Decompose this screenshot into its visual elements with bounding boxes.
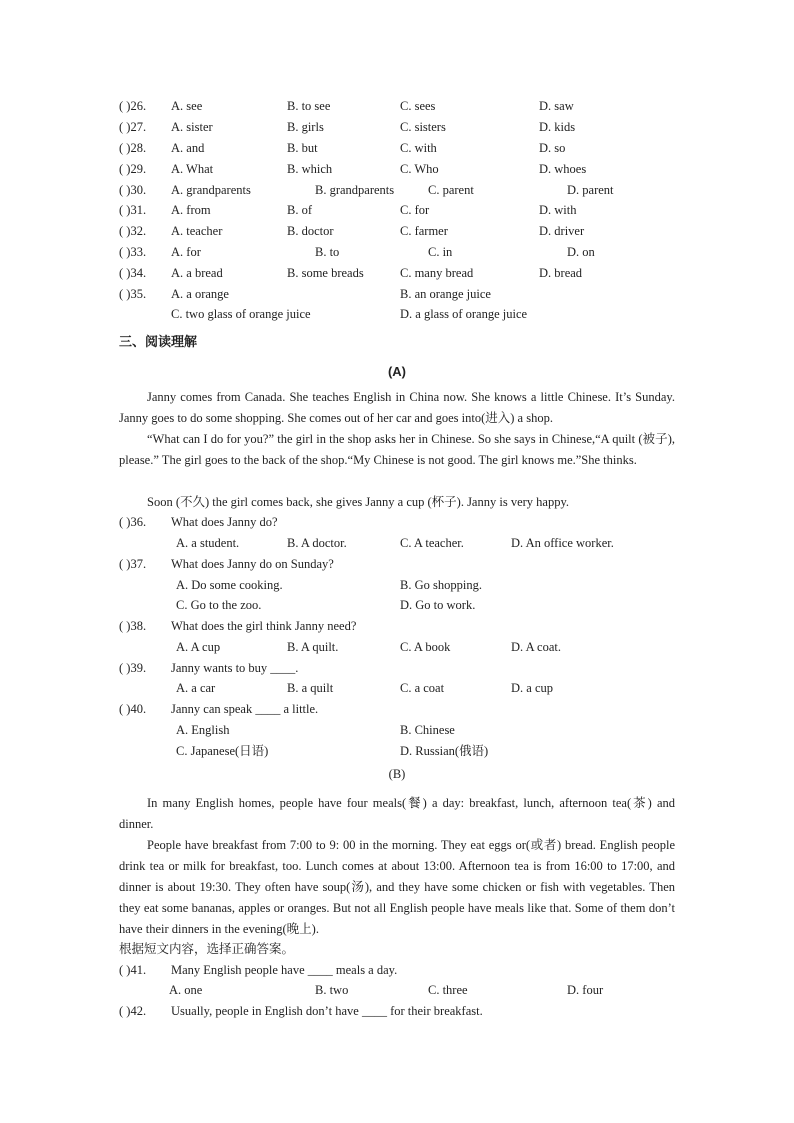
question-row <box>0 699 794 719</box>
cloze-row <box>0 96 794 116</box>
option-d: D. Russian(俄语) <box>400 744 489 758</box>
question-row <box>0 960 794 980</box>
question-text: Janny wants to buy ____. <box>171 661 299 675</box>
question-number: ( )31. <box>119 203 147 217</box>
option-c: C. sisters <box>400 120 446 134</box>
option-c: C. Japanese(日语) <box>176 744 269 758</box>
question-text: Usually, people in English don’t have ____ for their breakfast. <box>171 1004 483 1018</box>
option-a: A. one <box>169 983 203 997</box>
option-a: A. a orange <box>171 287 229 301</box>
question-number: ( )27. <box>119 120 147 134</box>
option-a: A. from <box>171 203 211 217</box>
question-text: What does the girl think Janny need? <box>171 619 357 633</box>
cloze-row <box>0 117 794 137</box>
option-d: D. A coat. <box>511 640 561 654</box>
option-d: D. with <box>539 203 577 217</box>
cloze-row-continued <box>0 304 794 324</box>
option-b: B. grandparents <box>315 183 395 197</box>
option-c: C. Go to the zoo. <box>176 598 262 612</box>
option-b: B. to see <box>287 99 331 113</box>
option-b: B. some breads <box>287 266 364 280</box>
option-b: B. doctor <box>287 224 334 238</box>
question-number: ( )32. <box>119 224 147 238</box>
option-a: A. teacher <box>171 224 223 238</box>
option-d: D. a glass of orange juice <box>400 307 528 321</box>
option-b: B. A quilt. <box>287 640 339 654</box>
question-row <box>0 512 794 532</box>
instruction <box>0 939 794 959</box>
option-a: A. Do some cooking. <box>176 578 283 592</box>
question-number: ( )42. <box>119 1004 147 1018</box>
option-d: D. on <box>567 245 595 259</box>
question-text: What does Janny do on Sunday? <box>171 557 334 571</box>
cloze-row <box>0 138 794 158</box>
option-d: D. four <box>567 983 604 997</box>
option-c: C. two glass of orange juice <box>171 307 311 321</box>
options-row <box>0 678 794 698</box>
option-c: C. A teacher. <box>400 536 464 550</box>
option-b: B. a quilt <box>287 681 334 695</box>
option-d: D. bread <box>539 266 583 280</box>
section-title: 三、阅读理解 <box>119 335 198 350</box>
option-d: D. driver <box>539 224 585 238</box>
cloze-row <box>0 284 794 304</box>
passage-b-paragraph: People have breakfast from 7:00 to 9: 00 in the morning. They eat eggs or(或者) bread. English people drink tea or milk for breakfast, too. Lunch comes at about 13:00. Afternoon tea is from 16:00 to 17:00, and dinner is about 19:30. They often have soup(汤), and they have some chicken or fish with vegetables. Then they eat some bananas, apples or oranges. But not all English people have meals like that. Some of them don’t have their dinners in the evening(晚上). <box>119 838 675 936</box>
options-row <box>0 637 794 657</box>
question-number: ( )38. <box>119 619 147 633</box>
cloze-row <box>0 200 794 220</box>
option-d: D. saw <box>539 99 574 113</box>
option-b: B. which <box>287 162 333 176</box>
question-row <box>0 1001 794 1021</box>
passage-a-paragraph: Janny comes from Canada. She teaches English in China now. She knows a little Chinese. It’s Sunday. Janny goes to do some shopping. She comes out of her car and goes into(进入) a shop. <box>119 390 675 425</box>
option-a: A. English <box>176 723 230 737</box>
option-a: A. and <box>171 141 205 155</box>
option-a: A. a student. <box>176 536 240 550</box>
question-number: ( )26. <box>119 99 147 113</box>
option-c: C. for <box>400 203 430 217</box>
option-a: A. for <box>171 245 201 259</box>
option-a: A. A cup <box>176 640 221 654</box>
option-d: D. Go to work. <box>400 598 476 612</box>
question-number: ( )37. <box>119 557 147 571</box>
option-a: A. sister <box>171 120 213 134</box>
option-c: C. in <box>428 245 453 259</box>
option-d: D. so <box>539 141 566 155</box>
options-row <box>0 595 794 615</box>
option-c: C. sees <box>400 99 436 113</box>
option-b: B. but <box>287 141 318 155</box>
question-row <box>0 616 794 636</box>
option-d: D. a cup <box>511 681 553 695</box>
passage-b-paragraph: In many English homes, people have four meals(餐) a day: breakfast, lunch, afternoon tea(茶) and dinner. <box>119 796 675 831</box>
options-row <box>0 980 794 1000</box>
question-text: Janny can speak ____ a little. <box>171 702 319 716</box>
option-b: B. of <box>287 203 312 217</box>
passage-a-title: (A) <box>387 364 407 379</box>
question-number: ( )30. <box>119 183 147 197</box>
question-text: What does Janny do? <box>171 515 278 529</box>
options-row <box>0 741 794 761</box>
cloze-row <box>0 180 794 200</box>
option-b: B. to <box>315 245 340 259</box>
passage-a-paragraph: Soon (不久) the girl comes back, she gives Janny a cup (杯子). Janny is very happy. <box>147 495 570 509</box>
question-row <box>0 554 794 574</box>
option-c: C. a coat <box>400 681 445 695</box>
question-number: ( )29. <box>119 162 147 176</box>
question-number: ( )40. <box>119 702 147 716</box>
option-c: C. A book <box>400 640 451 654</box>
question-number: ( )39. <box>119 661 147 675</box>
question-number: ( )33. <box>119 245 147 259</box>
question-number: ( )35. <box>119 287 147 301</box>
question-text: Many English people have ____ meals a day. <box>171 963 398 977</box>
option-d: D. whoes <box>539 162 587 176</box>
option-c: C. Who <box>400 162 439 176</box>
options-row <box>0 533 794 553</box>
cloze-row <box>0 263 794 283</box>
option-b: B. Go shopping. <box>400 578 482 592</box>
option-c: C. parent <box>428 183 474 197</box>
question-number: ( )36. <box>119 515 147 529</box>
option-d: D. An office worker. <box>511 536 614 550</box>
options-row <box>0 575 794 595</box>
cloze-row <box>0 242 794 262</box>
question-number: ( )34. <box>119 266 147 280</box>
option-d: D. kids <box>539 120 576 134</box>
cloze-row <box>0 221 794 241</box>
option-b: B. A doctor. <box>287 536 347 550</box>
option-c: C. farmer <box>400 224 448 238</box>
question-row <box>0 658 794 678</box>
option-c: C. many bread <box>400 266 474 280</box>
option-d: D. parent <box>567 183 614 197</box>
option-c: C. with <box>400 141 437 155</box>
instruction-text: 根据短文内容，选择正确答案。 <box>119 941 295 956</box>
option-c: C. three <box>428 983 468 997</box>
option-b: B. an orange juice <box>400 287 491 301</box>
option-b: B. Chinese <box>400 723 455 737</box>
question-number: ( )41. <box>119 963 147 977</box>
passage-a-paragraph: “What can I do for you?” the girl in the shop asks her in Chinese. So she says in Chinese,“A quilt (被子), please.” The girl goes to the back of the shop.“My Chinese is not good. The girl knows me.”She thinks. <box>119 432 675 467</box>
options-row <box>0 720 794 740</box>
option-a: A. a car <box>176 681 216 695</box>
question-number: ( )28. <box>119 141 147 155</box>
option-a: A. What <box>171 162 214 176</box>
option-a: A. see <box>171 99 203 113</box>
passage-b-title: (B) <box>388 767 406 781</box>
cloze-row <box>0 159 794 179</box>
option-a: A. grandparents <box>171 183 251 197</box>
option-b: B. two <box>315 983 349 997</box>
option-b: B. girls <box>287 120 324 134</box>
option-a: A. a bread <box>171 266 223 280</box>
